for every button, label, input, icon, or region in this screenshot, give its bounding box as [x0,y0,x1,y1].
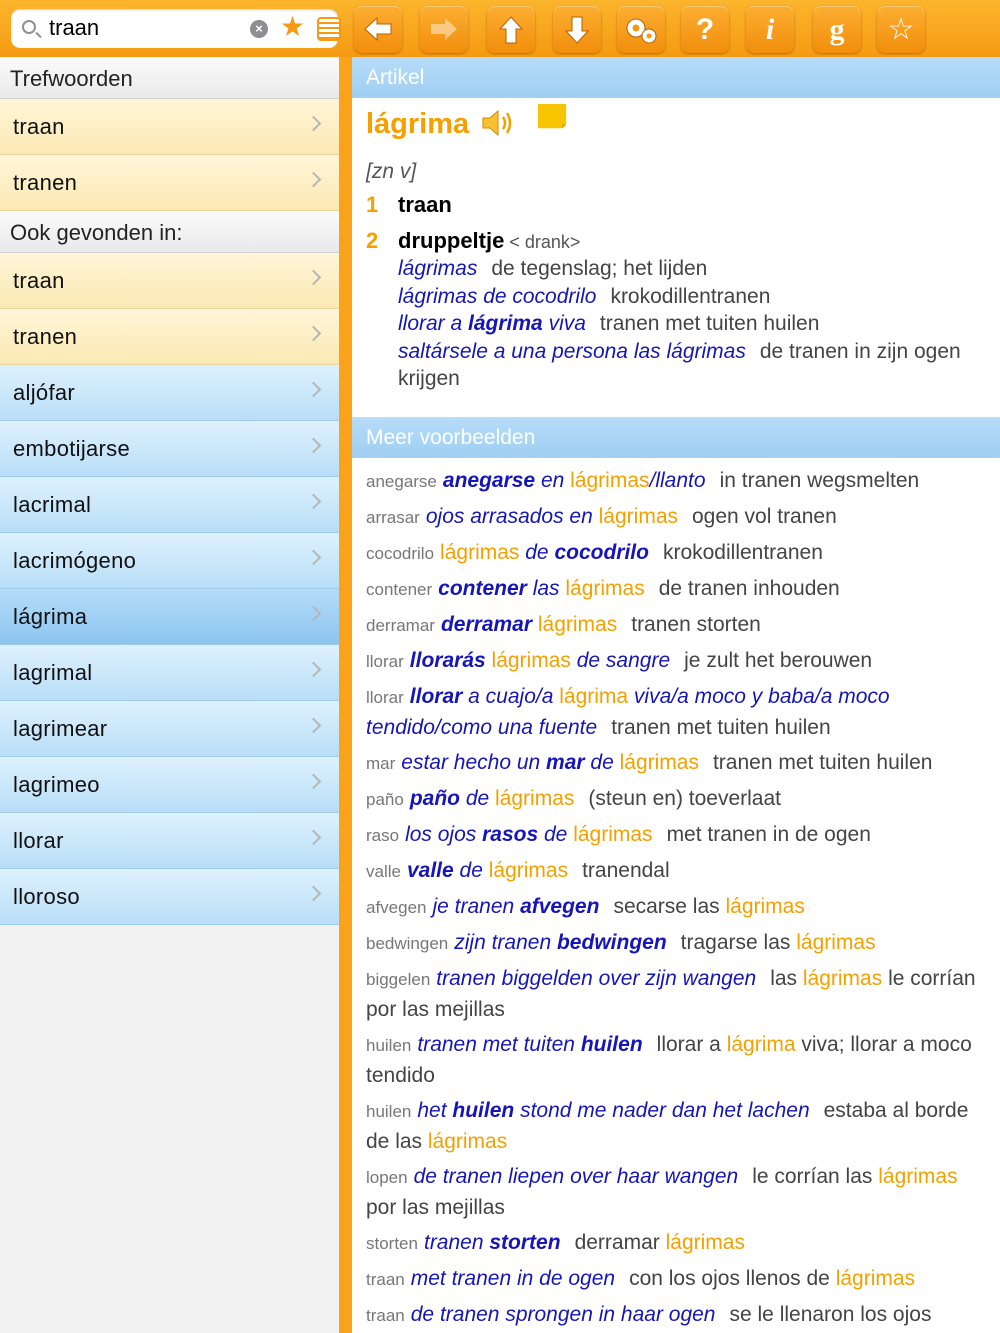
example-phrase[interactable]: tranen storten [423,1230,561,1254]
list-item[interactable] [0,477,339,533]
sense-number: 2 [366,228,379,253]
chevron-right-icon [306,718,322,734]
example-phrase[interactable]: derramar lágrimas [440,612,618,636]
example-phrase[interactable]: zijn tranen bedwingen [454,930,667,954]
list-item[interactable] [0,365,339,421]
example-keyword: raso [366,825,400,845]
list-item-label: lloroso [13,884,80,909]
example-keyword: anegarse [366,471,437,491]
part-of-speech: [zn v] [366,160,417,183]
help-button[interactable] [681,6,729,53]
example-line [366,1228,986,1259]
toolbar [0,0,1000,57]
list-item-label: tranen [13,324,78,349]
example-phrase[interactable]: het huilen stond me nader dan het lachen [417,1098,810,1122]
clear-search-button[interactable]: × [250,20,268,38]
example-phrase[interactable]: estar hecho un mar de lágrimas [401,750,699,774]
example-line [366,856,986,887]
example-line [366,820,986,851]
chevron-right-icon [306,606,322,622]
example-line [366,574,986,605]
example-translation: tranendal [582,858,670,882]
example-line [366,1030,986,1091]
chevron-right-icon [306,270,322,286]
list-item[interactable] [0,701,339,757]
google-icon: g [829,13,845,46]
example-keyword: derramar [366,615,435,635]
example [366,338,986,393]
forward-button[interactable] [420,6,468,53]
chevron-right-icon [306,830,322,846]
sense-translation: druppeltje [398,228,505,253]
example [366,310,986,338]
example-line [366,964,986,1025]
example-translation: secarse las lágrimas [613,894,805,918]
list-icon[interactable] [317,17,341,41]
example-translation: le corrían las lágrimas por las mejillas [366,1164,958,1219]
example-keyword: huilen [366,1035,412,1055]
sense-translation: traan [398,192,452,217]
example-phrase[interactable]: anegarse en lágrimas/llanto [442,468,706,492]
settings-icon [623,15,659,45]
results-sidebar [0,57,339,1333]
example-dutch: de tranen in zijn ogen krijgen [398,339,961,390]
example-translation: ogen vol tranen [692,504,837,528]
example-translation: estaba al borde de las lágrimas [366,1098,969,1153]
example-line [366,610,986,641]
chevron-right-icon [306,326,322,342]
example-translation: tranen storten [631,612,761,636]
example-phrase[interactable]: llorar a cuajo/a lágrima viva/a moco y baba/a moco tendido/como una fuente [366,684,890,739]
help-icon: ? [695,13,715,46]
note-icon[interactable] [536,102,570,132]
example-line [366,538,986,569]
example-phrase[interactable]: tranen met tuiten huilen [417,1032,643,1056]
example-translation: met tranen in de ogen [666,822,871,846]
example-phrase[interactable]: contener las lágrimas [438,576,645,600]
sense [366,190,986,220]
example-keyword: huilen [366,1101,412,1121]
example-translation: tragarse las lágrimas [680,930,876,954]
sense-label: < drank> [504,232,581,252]
example-line [366,892,986,923]
example-phrase[interactable]: llorarás lágrimas de sangre [409,648,671,672]
example-translation: derramar lágrimas [574,1230,745,1254]
example-translation: in tranen wegsmelten [719,468,920,492]
example-line [366,466,986,497]
search-icon [22,20,36,34]
example-phrase[interactable]: de tranen sprongen in haar ogen [410,1302,716,1326]
example-keyword: afvegen [366,897,427,917]
example-phrase[interactable]: de tranen liepen over haar wangen [413,1164,739,1188]
chevron-right-icon [306,382,322,398]
example-keyword: lopen [366,1167,408,1187]
example-translation: llorar a lágrima viva; llorar a moco tendido [366,1032,972,1087]
back-button[interactable] [354,6,402,53]
example-keyword: biggelen [366,969,431,989]
example-translation: las lágrimas le corrían por las mejillas [366,966,976,1021]
example-keyword: traan [366,1269,405,1289]
example-keyword: contener [366,579,433,599]
chevron-right-icon [306,886,322,902]
previous-entry-button[interactable] [487,6,535,53]
search-bar [11,9,338,48]
arrow-right-icon [429,15,459,43]
example-spanish[interactable]: saltársele a una persona las lágrimas [398,339,746,363]
example-keyword: arrasar [366,507,420,527]
list-item-label: lagrimal [13,660,93,685]
search-input[interactable] [49,14,239,42]
example [366,283,986,311]
article-panel [352,57,1000,1333]
example-dutch: krokodillentranen [610,284,771,308]
next-entry-button[interactable] [553,6,601,53]
example-keyword: llorar [366,687,404,707]
google-button[interactable] [813,6,861,53]
panel-divider[interactable] [339,57,352,1333]
example-translation: de tranen inhouden [658,576,840,600]
list-item-label: aljófar [13,380,76,405]
list-item[interactable] [0,253,339,309]
list-item[interactable] [0,645,339,701]
keywords-header: Trefwoorden [0,57,339,99]
example-spanish[interactable]: lágrimas [398,257,478,280]
info-button[interactable] [746,6,794,53]
example-translation: se le llenaron los ojos [729,1302,932,1326]
chevron-right-icon [306,494,322,510]
example-phrase[interactable]: lágrimas de cocodrilo [440,540,649,564]
list-item[interactable] [0,309,339,365]
chevron-right-icon [306,774,322,790]
example-phrase[interactable]: valle de lágrimas [406,858,569,882]
favorite-icon: ☆ [887,13,915,46]
example-keyword: traan [366,1305,405,1325]
example-line [366,682,986,743]
sense [366,226,986,257]
example-phrase[interactable]: paño de lágrimas [409,786,575,810]
example-keyword: llorar [366,651,404,671]
arrow-down-icon [563,15,591,45]
favorites-button[interactable] [877,6,925,53]
example-phrase[interactable]: met tranen in de ogen [410,1266,616,1290]
example-line [366,646,986,677]
example-translation: je zult het berouwen [684,648,873,672]
example-dutch: de tegenslag; het lijden [491,257,708,280]
settings-button[interactable] [617,6,665,53]
example-line [366,784,986,815]
list-item-label: traan [13,114,65,139]
list-item[interactable] [0,589,339,645]
favorite-star-icon[interactable]: ★ [280,11,306,42]
example-spanish[interactable]: lágrimas de cocodrilo [398,284,597,308]
more-examples-header: Meer voorbeelden [352,417,1000,458]
example-phrase[interactable]: los ojos rasos de lágrimas [405,822,653,846]
example-line [366,1264,986,1295]
speaker-icon[interactable] [480,108,518,138]
found-in-header: Ook gevonden in: [0,211,339,253]
example-dutch: tranen met tuiten huilen [599,312,820,335]
list-item[interactable] [0,421,339,477]
list-item[interactable] [0,757,339,813]
list-item-label: lágrima [13,604,88,629]
example-spanish[interactable]: llorar a lágrima viva [398,312,586,335]
example-line [366,1096,986,1157]
list-item[interactable] [0,533,339,589]
example-translation: tranen met tuiten huilen [712,750,933,774]
example [366,255,986,283]
example-line [366,502,986,533]
list-item-label: tranen [13,170,78,195]
example-keyword: paño [366,789,404,809]
example-keyword: bedwingen [366,933,449,953]
list-item-label: llorar [13,828,64,853]
example-phrase[interactable]: tranen biggelden over zijn wangen [436,966,757,990]
chevron-right-icon [306,116,322,132]
sense-number: 1 [366,192,379,217]
example-phrase[interactable]: je tranen afvegen [432,894,600,918]
list-item-label: traan [13,268,65,293]
example-line [366,928,986,959]
list-item-label: embotijarse [13,436,131,461]
chevron-right-icon [306,438,322,454]
headword: lágrima [366,108,470,140]
article-header: Artikel [352,57,1000,98]
example-keyword: valle [366,861,401,881]
info-icon: i [765,13,775,46]
list-item[interactable] [0,869,339,925]
example-translation: (steun en) toeverlaat [588,786,781,810]
example-keyword: storten [366,1233,418,1253]
chevron-right-icon [306,172,322,188]
list-item[interactable] [0,813,339,869]
arrow-left-icon [363,15,393,43]
list-item-label: lagrimeo [13,772,100,797]
example-translation: con los ojos llenos de lágrimas [629,1266,916,1290]
chevron-right-icon [306,550,322,566]
list-item[interactable] [0,155,339,211]
example-line [366,1300,986,1331]
list-item[interactable] [0,99,339,155]
example-line [366,1162,986,1223]
example-translation: tranen met tuiten huilen [611,715,831,739]
example-translation: krokodillentranen [662,540,823,564]
list-item-label: lacrimógeno [13,548,137,573]
chevron-right-icon [306,662,322,678]
example-keyword: mar [366,753,396,773]
arrow-up-icon [497,15,525,45]
example-keyword: cocodrilo [366,543,435,563]
example-phrase[interactable]: ojos arrasados en lágrimas [425,504,678,528]
list-item-label: lacrimal [13,492,92,517]
list-item-label: lagrimear [13,716,108,741]
example-line [366,748,986,779]
